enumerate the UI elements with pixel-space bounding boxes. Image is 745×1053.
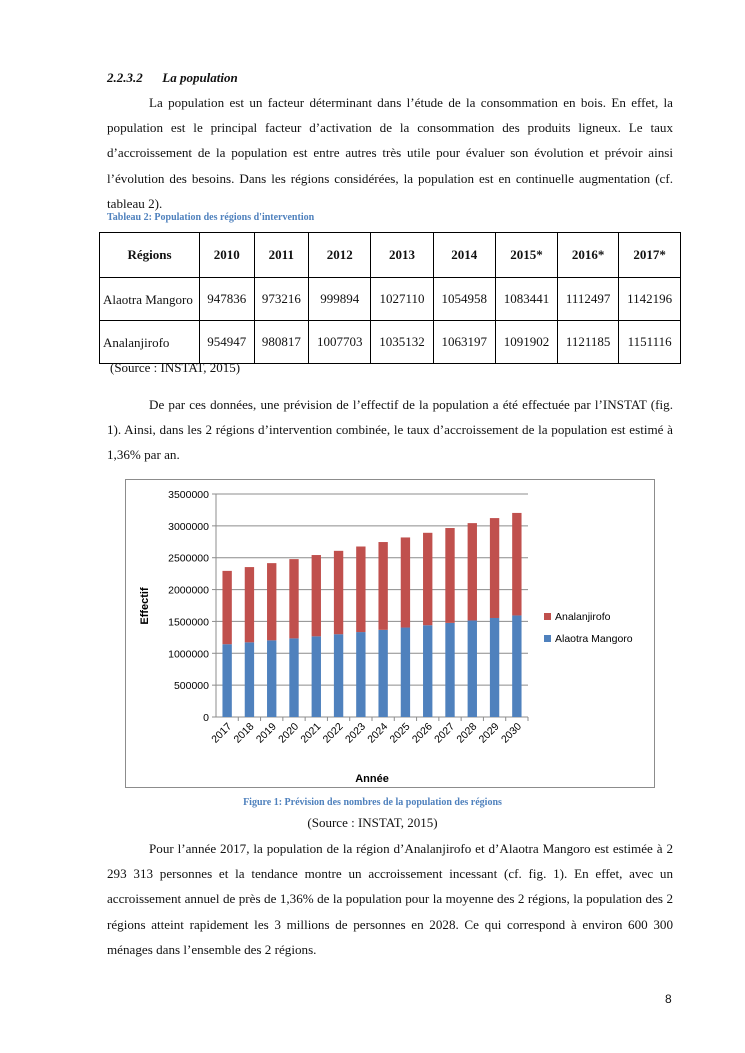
svg-text:3000000: 3000000 — [168, 520, 209, 533]
paragraph-intro: La population est un facteur déterminant dans l’étude de la consommation en bois. En effet, la population est le principal facteur d’activation de la consommation des produits ligneux. Le taux d’accroissement de la population est entre autres très utile pour évaluer son évolution et prévoir ainsi l’évolution des besoins. Dans les régions considérées, la population est en continuelle augmentation (cf. tableau 2). — [107, 95, 673, 211]
svg-text:Analanjirofo: Analanjirofo — [555, 611, 611, 623]
header-cell: 2012 — [309, 233, 371, 278]
svg-text:2027: 2027 — [432, 720, 458, 746]
value-cell: 1151116 — [619, 321, 681, 364]
chart-canvas — [126, 480, 656, 789]
header-cell: 2016* — [558, 233, 619, 278]
svg-text:2021: 2021 — [298, 720, 324, 746]
svg-text:Effectif: Effectif — [139, 587, 151, 625]
region-cell: Analanjirofo — [100, 321, 200, 364]
table-caption: Tableau 2: Population des régions d'intervention — [107, 212, 315, 223]
value-cell: 954947 — [200, 321, 255, 364]
table-row — [100, 321, 681, 364]
section-number: 2.2.3.2 — [107, 70, 143, 85]
value-cell: 980817 — [254, 321, 309, 364]
header-cell: 2013 — [371, 233, 433, 278]
svg-text:2023: 2023 — [342, 720, 368, 746]
svg-text:2020: 2020 — [276, 720, 302, 746]
section-title: La population — [162, 70, 238, 85]
value-cell: 1121185 — [558, 321, 619, 364]
value-cell: 1035132 — [371, 321, 433, 364]
header-cell: 2010 — [200, 233, 255, 278]
value-cell: 1091902 — [495, 321, 557, 364]
table-row — [100, 278, 681, 321]
paragraph-conclusion: Pour l’année 2017, la population de la région d’Analanjirofo et d’Alaotra Mangoro est estimée à 2 293 313 personnes et la tendance montre un accroissement incessant (cf. fig. 1). En effet, avec un accroissement annuel de près de 1,36% de la population pour la moyenne des 2 régions, la population des 2 régions atteint rapidement les 3 millions de personnes en 2028. Ce qui correspond à environ 600 300 ménages dans l’ensemble des 2 régions. — [107, 841, 673, 957]
paragraph-forecast: De par ces données, une prévision de l’effectif de la population a été effectuée par l’INSTAT (fig. 1). Ainsi, dans les 2 régions d’intervention combinée, le taux d’accroissement de la population est estimé à 1,36% par an. — [107, 397, 673, 463]
svg-text:2019: 2019 — [253, 720, 279, 746]
svg-text:2030: 2030 — [498, 720, 524, 746]
header-cell: 2015* — [495, 233, 557, 278]
header-cell: Régions — [100, 233, 200, 278]
svg-text:1000000: 1000000 — [168, 648, 209, 661]
svg-text:500000: 500000 — [173, 680, 209, 693]
svg-text:Alaotra Mangoro: Alaotra Mangoro — [555, 633, 633, 645]
figure-source: (Source : INSTAT, 2015) — [307, 815, 438, 830]
svg-text:0: 0 — [203, 712, 209, 724]
value-cell: 1063197 — [433, 321, 495, 364]
value-cell: 1027110 — [371, 278, 433, 321]
population-table — [99, 232, 681, 364]
header-cell: 2011 — [254, 233, 309, 278]
svg-text:2025: 2025 — [387, 720, 413, 746]
table-header-row — [100, 233, 681, 278]
svg-text:2022: 2022 — [320, 720, 346, 746]
value-cell: 1054958 — [433, 278, 495, 321]
svg-text:Année: Année — [355, 773, 389, 785]
svg-text:2017: 2017 — [209, 720, 235, 746]
table-source: (Source : INSTAT, 2015) — [110, 360, 241, 375]
value-cell: 1007703 — [309, 321, 371, 364]
value-cell: 973216 — [254, 278, 309, 321]
svg-text:3500000: 3500000 — [168, 489, 209, 501]
svg-text:2024: 2024 — [365, 720, 391, 746]
svg-text:2029: 2029 — [476, 720, 502, 746]
figure-caption: Figure 1: Prévision des nombres de la population des régions — [243, 797, 502, 808]
svg-text:2000000: 2000000 — [168, 584, 209, 597]
page-number: 8 — [665, 992, 672, 1006]
value-cell: 1083441 — [495, 278, 557, 321]
svg-text:2018: 2018 — [231, 720, 257, 746]
header-cell: 2017* — [619, 233, 681, 278]
section-heading — [107, 70, 238, 86]
value-cell: 1112497 — [558, 278, 619, 321]
value-cell: 947836 — [200, 278, 255, 321]
svg-text:2028: 2028 — [454, 720, 480, 746]
header-cell: 2014 — [433, 233, 495, 278]
value-cell: 999894 — [309, 278, 371, 321]
svg-text:2026: 2026 — [409, 720, 435, 746]
population-chart — [125, 479, 655, 788]
svg-text:2500000: 2500000 — [168, 552, 209, 565]
svg-text:1500000: 1500000 — [168, 616, 209, 629]
value-cell: 1142196 — [619, 278, 681, 321]
region-cell: Alaotra Mangoro — [100, 278, 200, 321]
